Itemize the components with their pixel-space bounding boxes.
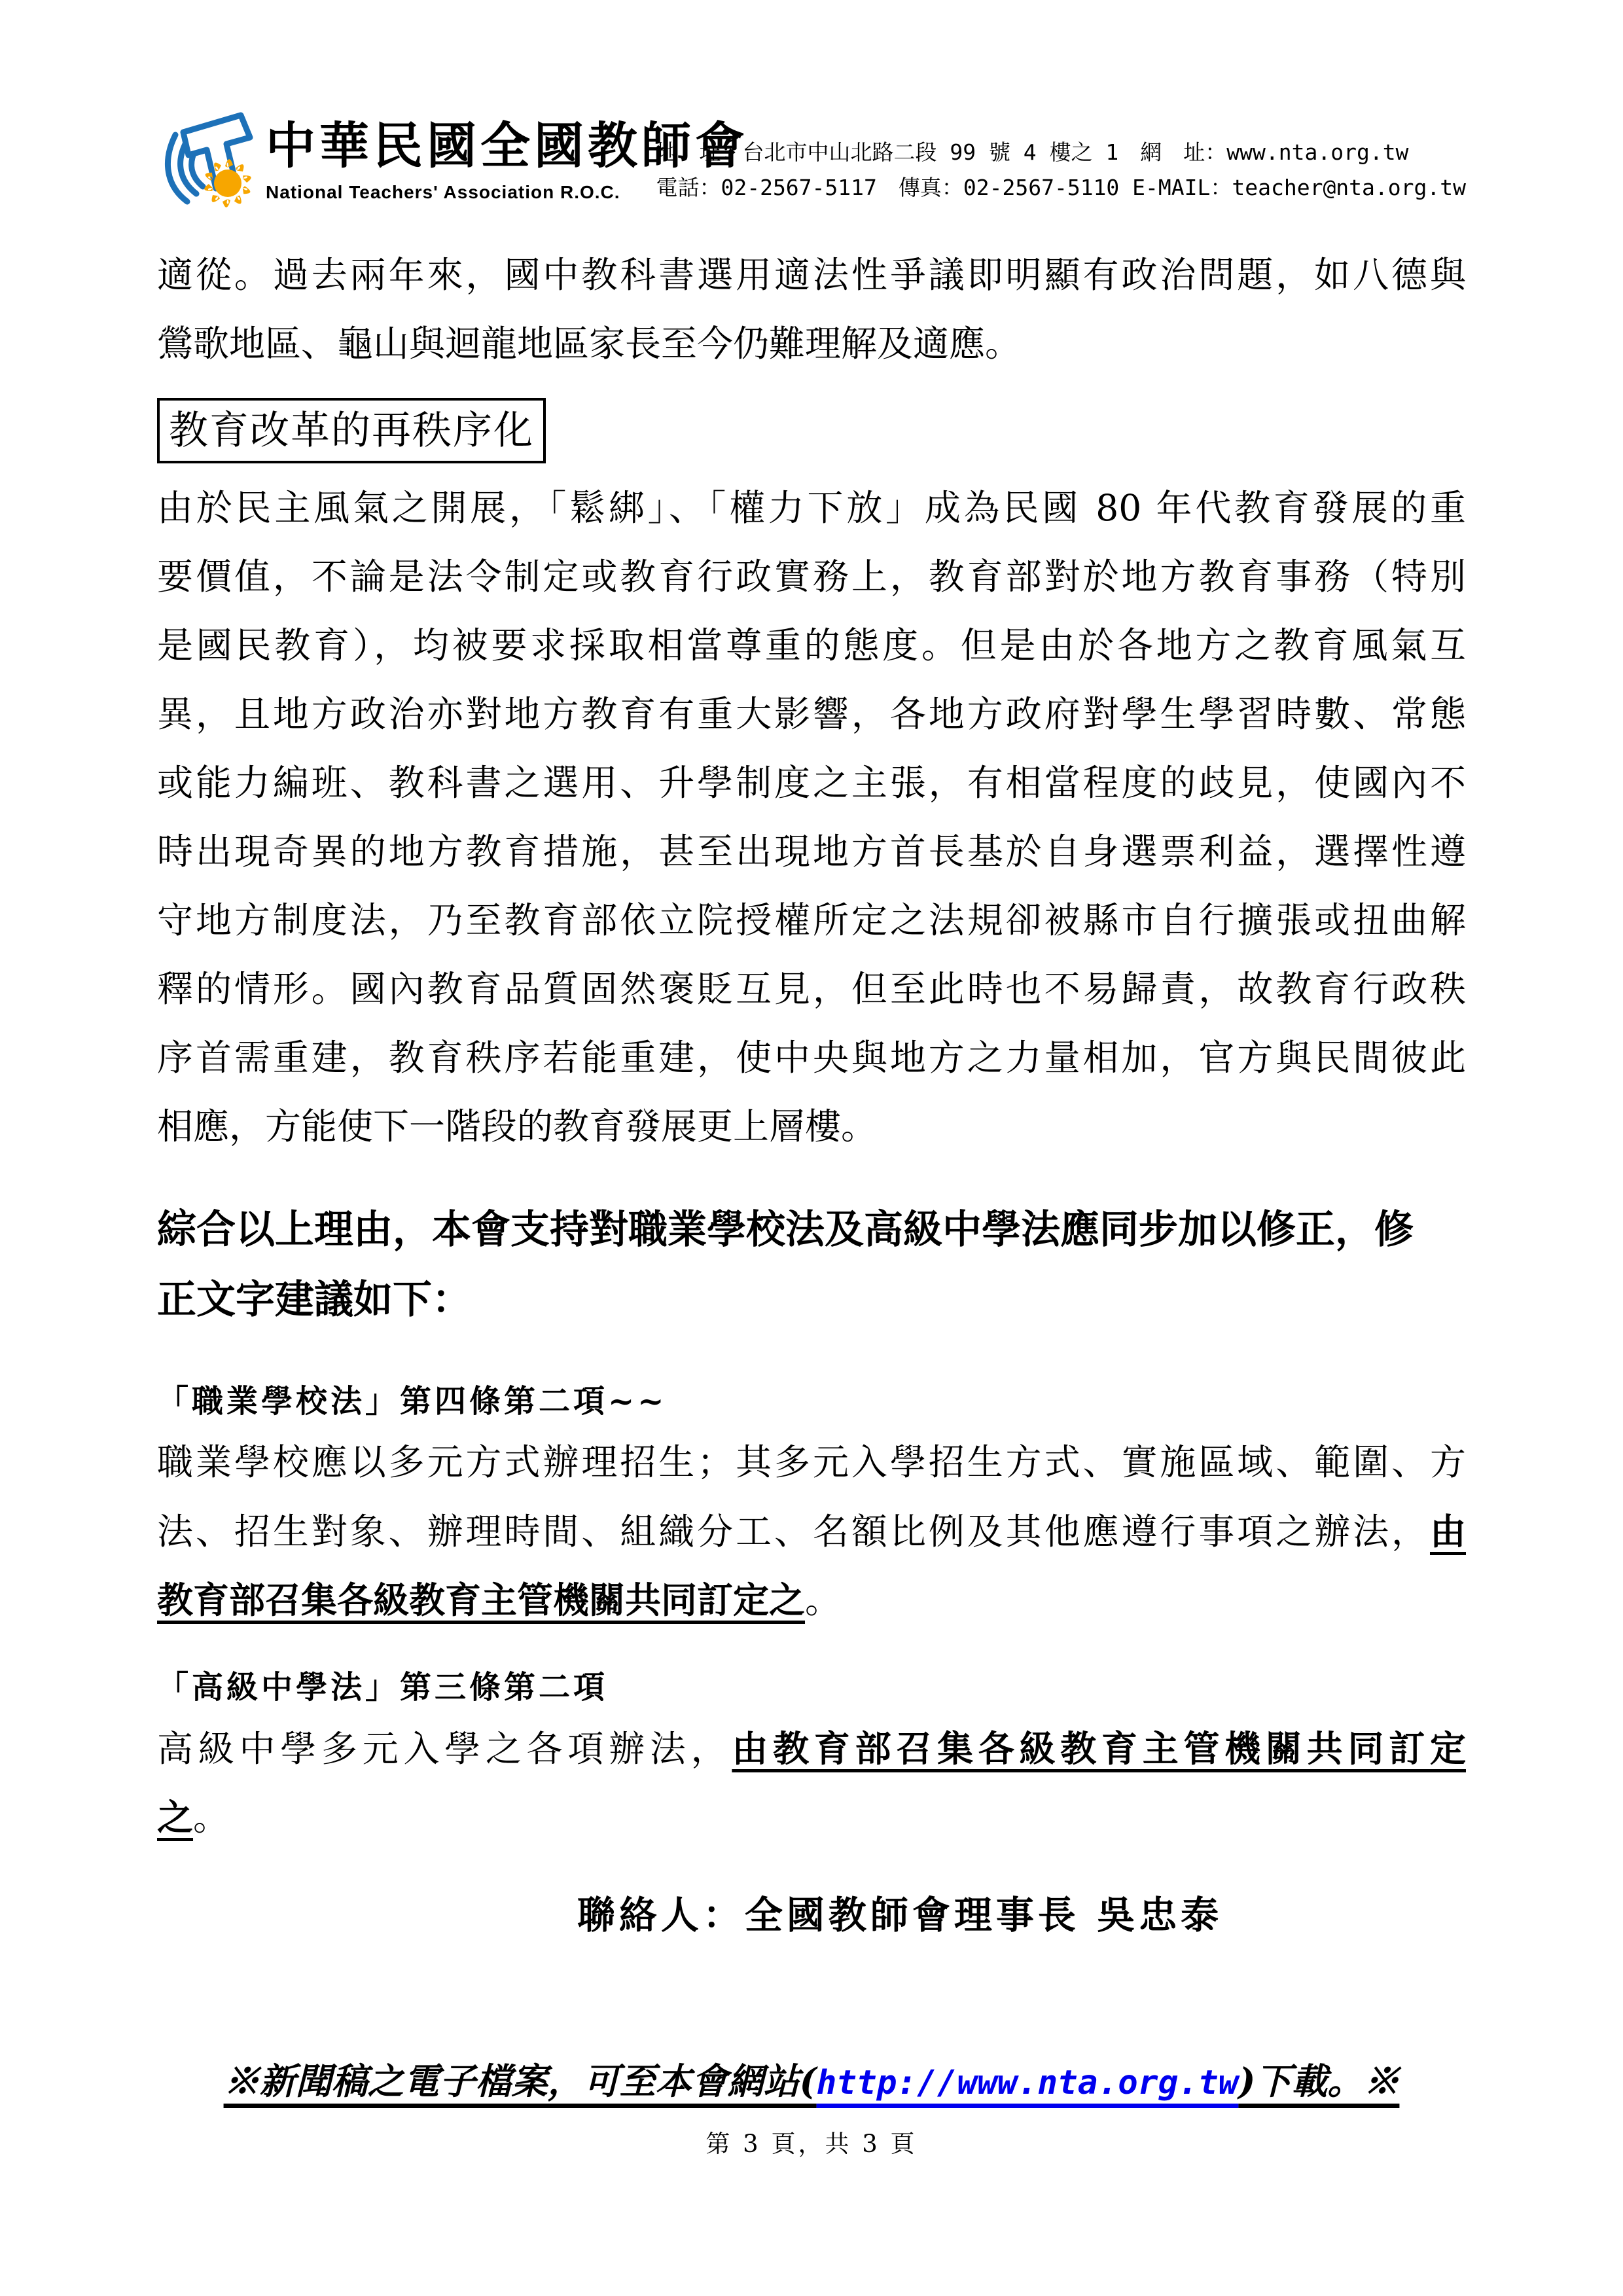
text-line: 職業學校應以多元方式辦理招生；其多元入學招生方式、實施區域、範圍、方 [157,1441,1466,1483]
text-line: 綜合以上理由，本會支持對職業學校法及高級中學法應同步加以修正，修 [157,1207,1414,1253]
org-name-zh: 中華民國全國教師會 [266,117,749,175]
contact-phone-line: 電話：02-2567-5117 傳真：02-2567-5110 E-MAIL：teacher@nta.org.tw [656,175,1466,200]
letterhead [157,0,1466,223]
text-line: 相應，方能使下一階段的教育發展更上層樓。 [157,1105,878,1147]
text-line: 適從。過去兩年來，國中教科書選用適法性爭議即明顯有政治問題，如八德與 [157,254,1466,296]
page-number: 第 3 頁，共 3 頁 [705,2130,918,2158]
text-line: 序首需重建，教育秩序若能重建，使中央與地方之力量相加，官方與民間彼此 [157,1037,1466,1079]
contact-info [656,103,1466,206]
text-line: 之。 [157,1796,230,1839]
notice-url-link[interactable]: http://www.nta.org.tw [816,2064,1239,2102]
org-logo [157,103,749,215]
download-notice: ※新聞稿之電子檔案，可至本會網站(http://www.nta.org.tw)下載。※ [223,2060,1400,2102]
nta-logo-icon [157,103,262,215]
text-line: 釋的情形。國內教育品質固然褒貶互見，但至此時也不易歸責，故教育行政秩 [157,968,1466,1010]
contact-person-line: 聯絡人：全國教師會理事長 吳忠泰 [577,1893,1223,1937]
org-name-en: National Teachers' Association R.O.C. [266,182,620,202]
text-line: 教育部召集各級教育主管機關共同訂定之。 [157,1579,842,1621]
page-footer [157,2055,1466,2159]
law2-paragraph [157,1714,1466,1852]
text-line: 或能力編班、教科書之選用、升學制度之主張，有相當程度的歧見，使國內不 [157,762,1466,804]
law1-heading: 「職業學校法」第四條第二項~~ [157,1383,668,1420]
text-line: 異，且地方政治亦對地方教育有重大影響，各地方政府對學生學習時數、常態 [157,693,1466,735]
boxed-section-heading: 教育改革的再秩序化 [157,398,546,463]
text-line: 由於民主風氣之開展，「鬆綁」、「權力下放」成為民國 80 年代教育發展的重 [157,487,1466,529]
text-line: 守地方制度法，乃至教育部依立院授權所定之法規卻被縣市自行擴張或扭曲解 [157,899,1466,941]
text-line: 正文字建議如下： [157,1277,471,1323]
text-line: 時出現奇異的地方教育措施，甚至出現地方首長基於自身選票利益，選擇性遵 [157,831,1466,872]
text-line: 是國民教育），均被要求採取相當尊重的態度。但是由於各地方之教育風氣互 [157,624,1466,666]
intro-paragraph [157,241,1466,378]
contact-address-line: 地 址：台北市中山北路二段 99 號 4 樓之 1 網 址：www.nta.org.tw [656,139,1409,165]
law2-heading: 「高級中學法」第三條第二項 [157,1669,609,1706]
law1-paragraph [157,1428,1466,1634]
text-line: 高級中學多元入學之各項辦法，由教育部召集各級教育主管機關共同訂定 [157,1727,1466,1770]
text-line: 法、招生對象、辦理時間、組織分工、名額比例及其他應遵行事項之辦法，由 [157,1510,1466,1552]
main-paragraph [157,474,1466,1161]
text-line: 要價值，不論是法令制定或教育行政實務上，教育部對於地方教育事務（特別 [157,556,1466,598]
section-heading-wrap [157,398,1466,463]
text-line: 鶯歌地區、龜山與迴龍地區家長至今仍難理解及適應。 [157,323,1022,365]
conclusion-paragraph [157,1195,1466,1335]
